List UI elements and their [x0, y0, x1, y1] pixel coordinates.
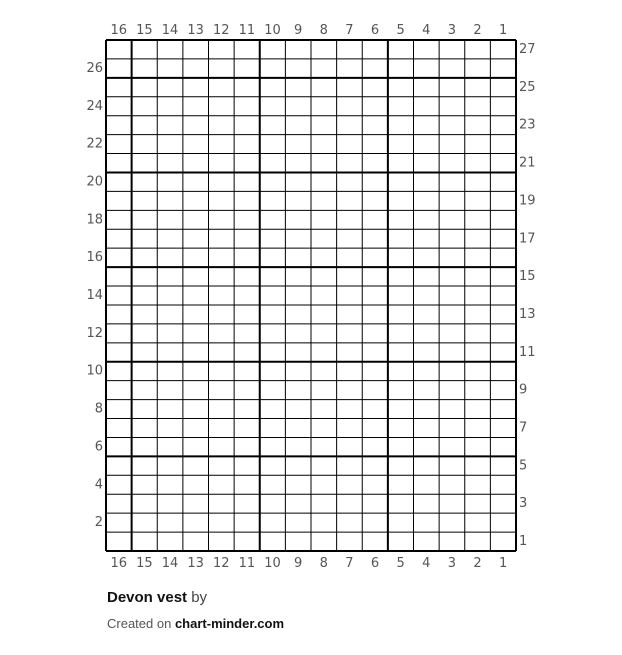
- column-label-top: 15: [136, 23, 153, 38]
- row-label-right: 13: [519, 306, 536, 322]
- column-label-top: 8: [319, 23, 328, 38]
- row-label-right: 21: [519, 155, 536, 171]
- site-link[interactable]: chart-minder.com: [174, 616, 285, 631]
- column-label-bottom: 1: [499, 556, 508, 571]
- row-labels-right: [519, 42, 536, 549]
- column-label-bottom: 3: [447, 556, 457, 571]
- column-label-top: 9: [294, 23, 303, 38]
- row-label-left: 10: [86, 363, 103, 379]
- column-label-bottom: 2: [473, 556, 482, 571]
- column-label-top: 12: [213, 23, 230, 38]
- column-label-top: 1: [499, 23, 508, 38]
- row-label-left: 14: [86, 288, 103, 304]
- row-label-right: 9: [519, 382, 528, 398]
- row-label-left: 4: [94, 477, 103, 493]
- row-label-right: 15: [519, 269, 536, 285]
- row-label-right: 19: [519, 193, 536, 209]
- column-label-top: 6: [370, 23, 380, 38]
- column-label-top: 3: [447, 23, 457, 38]
- column-label-bottom: 7: [345, 556, 354, 571]
- column-label-top: 5: [396, 23, 405, 38]
- column-label-top: 11: [238, 23, 256, 38]
- row-label-left: 18: [86, 212, 103, 228]
- column-label-bottom: 13: [187, 556, 204, 571]
- row-label-left: 24: [86, 98, 103, 114]
- credit-line: [107, 616, 284, 631]
- row-label-right: 25: [519, 79, 536, 95]
- row-label-left: 22: [86, 136, 103, 152]
- row-label-left: 2: [94, 515, 103, 531]
- column-label-bottom: 15: [136, 556, 153, 571]
- column-label-top: 16: [110, 23, 128, 38]
- column-label-bottom: 12: [213, 556, 230, 571]
- row-label-right: 3: [519, 496, 528, 512]
- column-label-bottom: 14: [161, 556, 179, 571]
- column-label-top: 14: [161, 23, 179, 38]
- row-label-left: 6: [94, 439, 103, 455]
- row-label-right: 7: [519, 420, 528, 436]
- column-label-top: 13: [187, 23, 204, 38]
- row-label-right: 5: [519, 458, 528, 474]
- column-label-bottom: 4: [422, 556, 431, 571]
- row-label-left: 8: [94, 401, 103, 417]
- column-label-top: 4: [422, 23, 431, 38]
- column-label-top: 2: [473, 23, 482, 38]
- column-label-top: 10: [264, 23, 281, 38]
- column-labels-top: [111, 23, 508, 38]
- row-label-right: 1: [519, 534, 528, 550]
- chart-grid-minor: [106, 40, 516, 551]
- column-labels-bottom: [111, 556, 508, 571]
- row-label-right: 23: [519, 117, 536, 133]
- row-label-right: 27: [519, 42, 536, 57]
- chart-title-line: [107, 589, 207, 606]
- row-label-left: 16: [86, 250, 103, 266]
- chart-title: Devon vest: [107, 589, 188, 606]
- chart-author-by: by: [191, 589, 208, 606]
- column-label-bottom: 6: [370, 556, 380, 571]
- row-label-left: 12: [86, 325, 103, 341]
- column-label-bottom: 9: [294, 556, 303, 571]
- column-label-bottom: 5: [396, 556, 405, 571]
- column-label-bottom: 8: [319, 556, 328, 571]
- created-on-label: Created on: [107, 616, 172, 631]
- row-label-left: 26: [86, 60, 103, 76]
- row-label-right: 17: [519, 231, 536, 247]
- row-labels-left: [86, 61, 103, 530]
- column-label-top: 7: [345, 23, 354, 38]
- column-label-bottom: 16: [110, 556, 128, 571]
- row-label-right: 11: [519, 344, 536, 360]
- row-label-left: 20: [86, 174, 103, 190]
- column-label-bottom: 11: [238, 556, 256, 571]
- column-label-bottom: 10: [264, 556, 281, 571]
